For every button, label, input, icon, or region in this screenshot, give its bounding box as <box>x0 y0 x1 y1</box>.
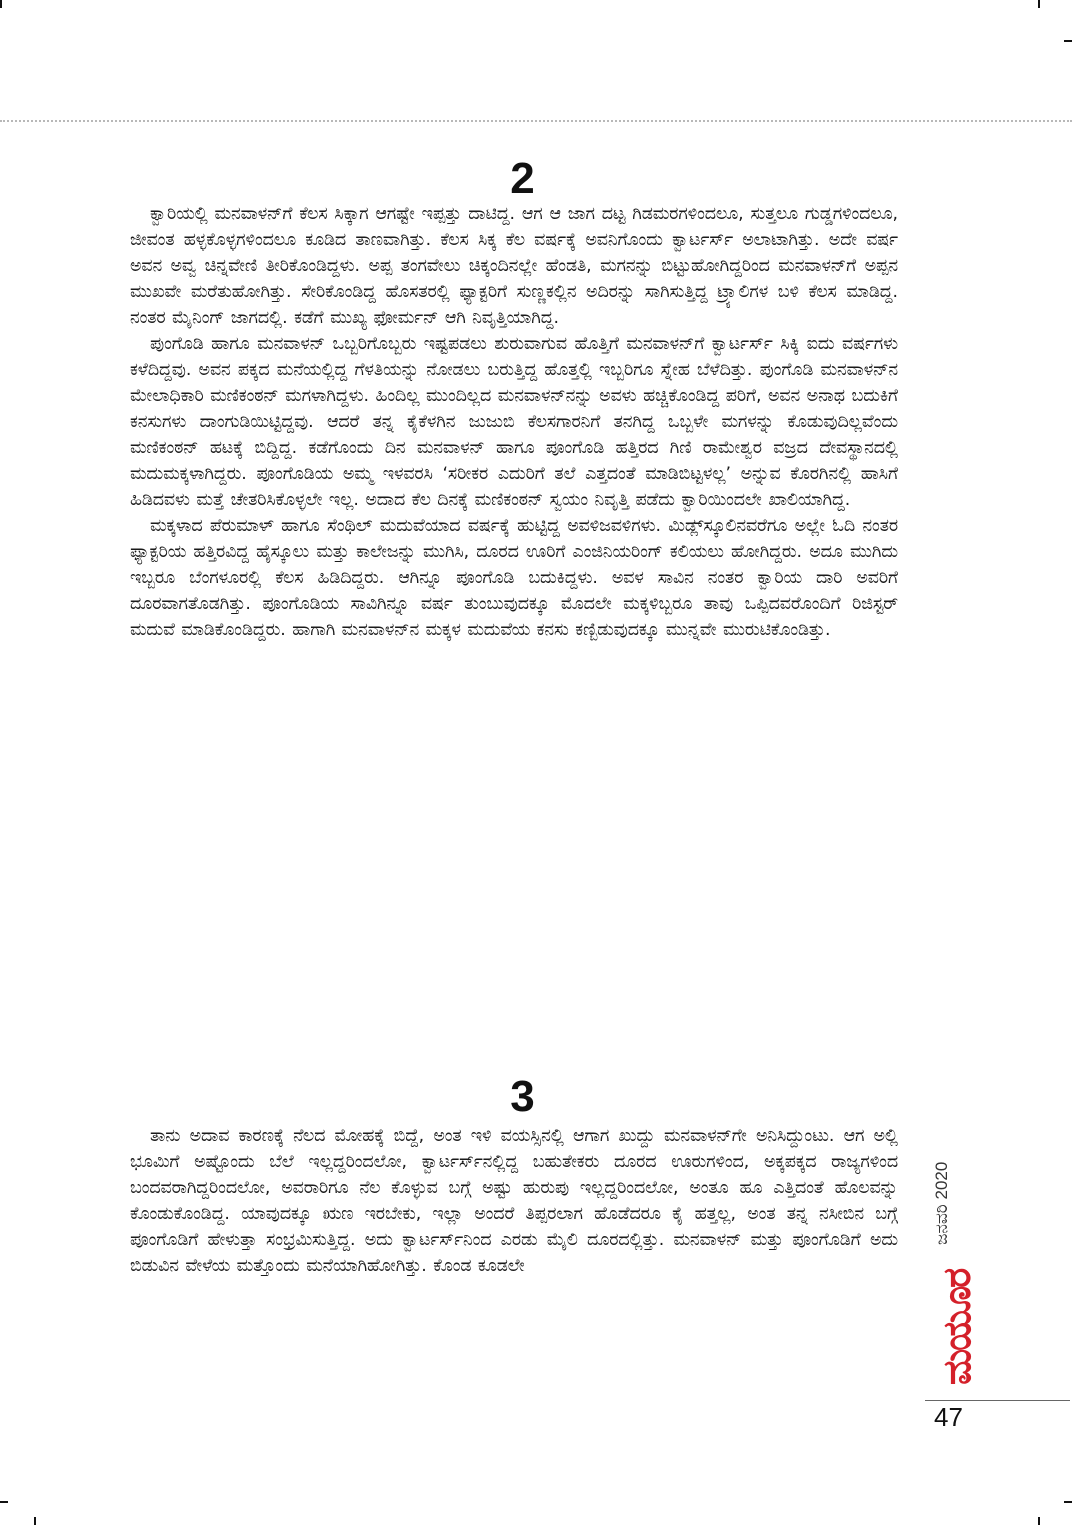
magazine-logo: ಮಯೂರ <box>935 1269 979 1385</box>
issue-date: ಜನವರಿ 2020 <box>932 1161 951 1245</box>
crop-mark-right-upper <box>1064 40 1072 42</box>
folio-block <box>932 1095 982 1385</box>
crop-mark-top-right <box>1038 0 1040 8</box>
folio-rule <box>925 1400 1070 1401</box>
crop-mark-right-lower <box>1064 1501 1072 1503</box>
section-3-paragraph-1: ತಾನು ಅದಾವ ಕಾರಣಕ್ಕೆ ನೆಲದ ಮೋಹಕ್ಕೆ ಬಿದ್ದೆ, ಅಂತ ಇಳಿ ವಯಸ್ಸಿನಲ್ಲಿ ಆಗಾಗ ಖುದ್ದು ಮನವಾಳನ್‌ಗೇ ಅನಿಸಿದ್ದುಂಟು. ಆಗ ಅಲ್ಲಿ ಭೂಮಿಗೆ ಅಷ್ಟೊಂದು ಬೆಲೆ ಇಲ್ಲದ್ದರಿಂದಲೋ, ಕ್ವಾರ್ಟರ್ಸ್‌ನಲ್ಲಿದ್ದ ಬಹುತೇಕರು ದೂರದ ಊರುಗಳಿಂದ, ಅಕ್ಕಪಕ್ಕದ ರಾಜ್ಯಗಳಿಂದ ಬಂದವರಾಗಿದ್ದರಿಂದಲೋ, ಅವರಾರಿಗೂ ನೆಲ ಕೊಳ್ಳುವ ಬಗ್ಗೆ ಅಷ್ಟು ಹುರುಪು ಇಲ್ಲದ್ದರಿಂದಲೋ, ಅಂತೂ ಹೂ ಎತ್ತಿದಂತೆ ಹೊಲವನ್ನು ಕೊಂಡುಕೊಂಡಿದ್ದ. ಯಾವುದಕ್ಕೂ ಋಣ ಇರಬೇಕು, ಇಲ್ಲಾ ಅಂದರೆ ತಿಪ್ಪರಲಾಗ ಹೊಡೆದರೂ ಕೈ ಹತ್ತಲ್ಲ, ಅಂತ ತನ್ನ ನಸೀಬಿನ ಬಗ್ಗೆ ಪೂಂಗೊಡಿಗೆ ಹೇಳುತ್ತಾ ಸಂಭ್ರಮಿಸುತ್ತಿದ್ದ. ಅದು ಕ್ವಾರ್ಟರ್ಸ್‌ನಿಂದ ಎರಡು ಮೈಲಿ ದೂರದಲ್ಲಿತ್ತು. ಮನವಾಳನ್ ಮತ್ತು ಪೂಂಗೊಡಿಗೆ ಅದು ಬಿಡುವಿನ ವೇಳೆಯ ಮತ್ತೊಂದು ಮನೆಯಾಗಿಹೋಗಿತ್ತು. ಕೊಂಡ ಕೂಡಲೇ <box>130 1126 898 1276</box>
crop-mark-left-lower <box>0 1501 8 1503</box>
header-dotted-rule <box>0 120 1072 122</box>
section-2-body <box>130 201 898 643</box>
section-number-2: 2 <box>510 154 535 203</box>
section-2-paragraph-3: ಮಕ್ಕಳಾದ ಪೆರುಮಾಳ್ ಹಾಗೂ ಸೆಂಥಿಲ್ ಮದುವೆಯಾದ ವರ್ಷಕ್ಕೆ ಹುಟ್ಟಿದ್ದ ಅವಳಿಜವಳಿಗಳು. ಮಿಡ್ಲ್‌ಸ್ಕೂಲಿನವರೆಗೂ ಅಲ್ಲೇ ಓದಿ ನಂತರ ಫ್ಯಾಕ್ಟರಿಯ ಹತ್ತಿರವಿದ್ದ ಹೈಸ್ಕೂಲು ಮತ್ತು ಕಾಲೇಜನ್ನು ಮುಗಿಸಿ, ದೂರದ ಊರಿಗೆ ಎಂಜಿನಿಯರಿಂಗ್ ಕಲಿಯಲು ಹೋಗಿದ್ದರು. ಅದೂ ಮುಗಿದು ಇಬ್ಬರೂ ಬೆಂಗಳೂರಲ್ಲಿ ಕೆಲಸ ಹಿಡಿದಿದ್ದರು. ಆಗಿನ್ನೂ ಪೂಂಗೊಡಿ ಬದುಕಿದ್ದಳು. ಅವಳ ಸಾವಿನ ನಂತರ ಕ್ವಾರಿಯ ದಾರಿ ಅವರಿಗೆ ದೂರವಾಗತೊಡಗಿತ್ತು. ಪೂಂಗೊಡಿಯ ಸಾವಿಗಿನ್ನೂ ವರ್ಷ ತುಂಬುವುದಕ್ಕೂ ಮೊದಲೇ ಮಕ್ಕಳಿಬ್ಬರೂ ತಾವು ಒಪ್ಪಿದವರೊಂದಿಗೆ ರಿಜಿಸ್ಟರ್ ಮದುವೆ ಮಾಡಿಕೊಂಡಿದ್ದರು. ಹಾಗಾಗಿ ಮನವಾಳನ್‌ನ ಮಕ್ಕಳ ಮದುವೆಯ ಕನಸು ಕಣ್ಬಿಡುವುದಕ್ಕೂ ಮುನ್ನವೇ ಮುರುಟಿಕೊಂಡಿತ್ತು. <box>130 516 898 640</box>
section-2-paragraph-2: ಪುಂಗೊಡಿ ಹಾಗೂ ಮನವಾಳನ್ ಒಬ್ಬರಿಗೊಬ್ಬರು ಇಷ್ಟಪಡಲು ಶುರುವಾಗುವ ಹೊತ್ತಿಗೆ ಮನವಾಳನ್‌ಗೆ ಕ್ವಾರ್ಟರ್ಸ್ ಸಿಕ್ಕಿ ಐದು ವರ್ಷಗಳು ಕಳೆದಿದ್ದವು. ಅವನ ಪಕ್ಕದ ಮನೆಯಲ್ಲಿದ್ದ ಗೆಳತಿಯನ್ನು ನೋಡಲು ಬರುತ್ತಿದ್ದ ಹೊತ್ತಲ್ಲಿ ಇಬ್ಬರಿಗೂ ಸ್ನೇಹ ಬೆಳೆದಿತ್ತು. ಪುಂಗೊಡಿ ಮನವಾಳನ್‌ನ ಮೇಲಾಧಿಕಾರಿ ಮಣಿಕಂಠನ್ ಮಗಳಾಗಿದ್ದಳು. ಹಿಂದಿಲ್ಲ ಮುಂದಿಲ್ಲದ ಮನವಾಳನ್‌ನನ್ನು ಅವಳು ಹಚ್ಚಿಕೊಂಡಿದ್ದ ಪರಿಗೆ, ಅವನ ಅನಾಥ ಬದುಕಿಗೆ ಕನಸುಗಳು ದಾಂಗುಡಿಯಿಟ್ಟಿದ್ದವು. ಆದರೆ ತನ್ನ ಕೈಕೆಳಗಿನ ಜುಜುಬಿ ಕೆಲಸಗಾರನಿಗೆ ತನಗಿದ್ದ ಒಬ್ಬಳೇ ಮಗಳನ್ನು ಕೊಡುವುದಿಲ್ಲವೆಂದು ಮಣಿಕಂಠನ್ ಹಟಕ್ಕೆ ಬಿದ್ದಿದ್ದ. ಕಡೆಗೊಂದು ದಿನ ಮನವಾಳನ್ ಹಾಗೂ ಪೂಂಗೊಡಿ ಹತ್ತಿರದ ಗಿಣಿ ರಾಮೇಶ್ವರ ವಜ್ರದ ದೇವಸ್ಥಾನದಲ್ಲಿ ಮದುಮಕ್ಕಳಾಗಿದ್ದರು. ಪೂಂಗೊಡಿಯ ಅಮ್ಮ ಇಳವರಸಿ ‘ಸರೀಕರ ಎದುರಿಗೆ ತಲೆ ಎತ್ತದಂತೆ ಮಾಡಿಬಿಟ್ಟಳಲ್ಲ’ ಅನ್ನುವ ಕೊರಗಿನಲ್ಲಿ ಹಾಸಿಗೆ ಹಿಡಿದವಳು ಮತ್ತೆ ಚೇತರಿಸಿಕೊಳ್ಳಲೇ ಇಲ್ಲ. ಅದಾದ ಕೆಲ ದಿನಕ್ಕೆ ಮಣಿಕಂಠನ್ ಸ್ವಯಂ ನಿವೃತ್ತಿ ಪಡೆದು ಕ್ವಾರಿಯಿಂದಲೇ ಖಾಲಿಯಾಗಿದ್ದ. <box>130 334 898 510</box>
page-number: 47 <box>934 1402 963 1432</box>
crop-mark-top-left <box>0 0 2 8</box>
section-number-3: 3 <box>510 1072 535 1121</box>
section-3-body <box>130 1123 898 1279</box>
crop-mark-bottom-right <box>1038 1517 1040 1525</box>
crop-mark-bottom-left <box>34 1517 36 1525</box>
section-2-paragraph-1: ಕ್ವಾರಿಯಲ್ಲಿ ಮನವಾಳನ್‌ಗೆ ಕೆಲಸ ಸಿಕ್ಕಾಗ ಆಗಷ್ಟೇ ಇಪ್ಪತ್ತು ದಾಟಿದ್ದ. ಆಗ ಆ ಜಾಗ ದಟ್ಟ ಗಿಡಮರಗಳಿಂದಲೂ, ಸುತ್ತಲೂ ಗುಡ್ಡಗಳಿಂದಲೂ, ಜೀವಂತ ಹಳ್ಳಕೊಳ್ಳಗಳಿಂದಲೂ ಕೂಡಿದ ತಾಣವಾಗಿತ್ತು. ಕೆಲಸ ಸಿಕ್ಕ ಕೆಲ ವರ್ಷಕ್ಕೆ ಅವನಿಗೊಂದು ಕ್ವಾರ್ಟರ್ಸ್ ಅಲಾಟಾಗಿತ್ತು. ಅದೇ ವರ್ಷ ಅವನ ಅವ್ವ ಚಿನ್ನವೇಣಿ ತೀರಿಕೊಂಡಿದ್ದಳು. ಅಪ್ಪ ತಂಗವೇಲು ಚಿಕ್ಕಂದಿನಲ್ಲೇ ಹೆಂಡತಿ, ಮಗನನ್ನು ಬಿಟ್ಟುಹೋಗಿದ್ದರಿಂದ ಮನವಾಳನ್‌ಗೆ ಅಪ್ಪನ ಮುಖವೇ ಮರೆತುಹೋಗಿತ್ತು. ಸೇರಿಕೊಂಡಿದ್ದ ಹೊಸತರಲ್ಲಿ ಫ್ಯಾಕ್ಟರಿಗೆ ಸುಣ್ಣಕಲ್ಲಿನ ಅದಿರನ್ನು ಸಾಗಿಸುತ್ತಿದ್ದ ಟ್ರ್ಯಾಲಿಗಳ ಬಳಿ ಕೆಲಸ ಮಾಡಿದ್ದ. ನಂತರ ಮೈನಿಂಗ್ ಜಾಗದಲ್ಲಿ. ಕಡೆಗೆ ಮುಖ್ಯ ಫೋರ್ಮನ್ ಆಗಿ ನಿವೃತ್ತಿಯಾಗಿದ್ದ. <box>130 204 898 328</box>
